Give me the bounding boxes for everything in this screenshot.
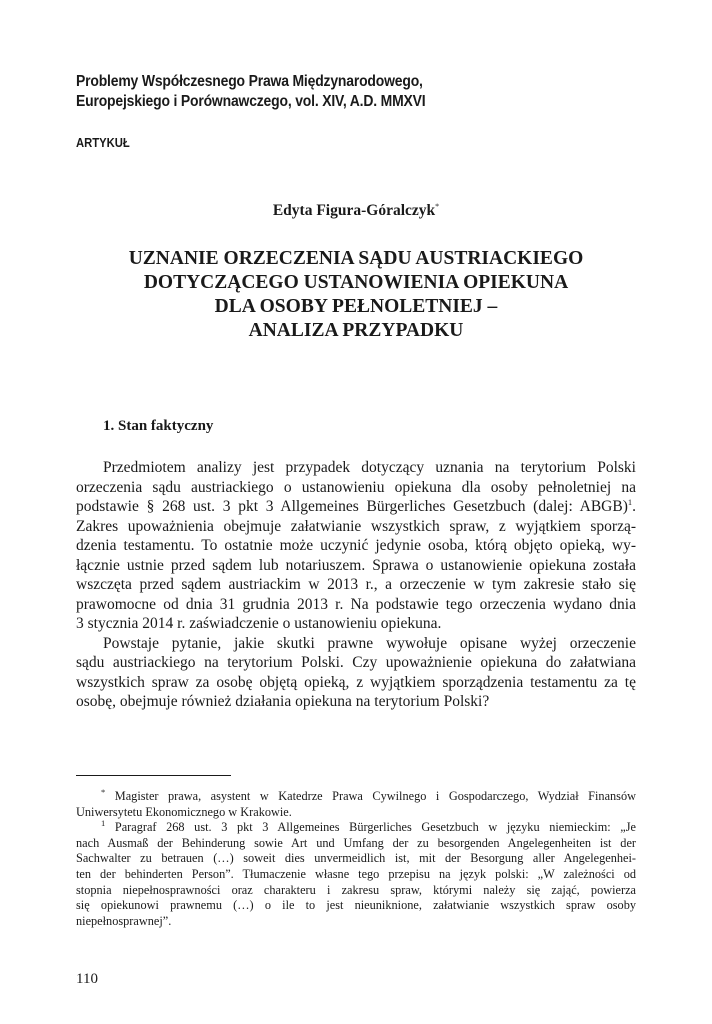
footnote-line: niepełnosprawnej”. [76,913,172,928]
footnote-line [76,786,636,805]
title-line-1: UZNANIE ORZECZENIA SĄDU AUSTRIACKIEGO [128,248,584,269]
text-segment: . [632,498,636,515]
text-line: wszystkich spraw za osobę objętą opieką, z wyjątkiem sporządzenia testamentu za tę [76,673,636,691]
title-line-3: DLA OSOBY PEŁNOLETNIEJ – [214,296,498,317]
text-line: prawomocne od dnia 31 grudnia 2013 r. Na podstawie tego orzeczenia wydano dnia [76,595,636,613]
text-line: Przedmiotem analizy jest przypadek dotyczący uznania na terytorium Polski [103,459,636,476]
footnote-line: stopnia niepełnosprawności oraz charakteru i zakresu spraw, którymi należy się zająć, powierza [76,882,636,897]
footnote-text: Paragraf 268 ust. 3 pkt 3 Allgemeines Bürgerliches Gesetzbuch w języku niemieckim: „Je [105,820,636,835]
journal-header [76,72,580,112]
article-title [76,247,636,343]
footnote-divider [76,775,231,776]
footnote-mark-1: 1 [101,818,106,829]
footnote-line: Sachwalter zu betrauen (…) soweit dies unvermeidlich ist, mit der Besorgung aller Angelegenhei- [76,851,636,866]
footnote-line: Uniwersytetu Ekonomicznego w Krakowie. [76,804,292,819]
author-name: Edyta Figura-Góralczyk [272,202,436,220]
paragraph-2 [76,634,636,712]
text-segment: podstawie § 268 ust. 3 pkt 3 Allgemeines Bürgerliches Gesetzbuch (dalej: ABGB) [76,498,628,515]
text-line [76,497,636,517]
text-line: orzeczenia sądu austriackiego o ustanowieniu opiekuna dla osoby pełnoletniej na [76,478,636,496]
paragraph-1 [76,458,636,634]
footnote-line [76,820,636,836]
journal-title-line-2: Europejskiego i Porównawczego, vol. XIV, A.D. MMXVI [76,93,426,110]
text-line: łącznie ustnie przed sądem lub notariuszem. Sprawa o ustanowienie opiekuna została [76,556,636,574]
text-line: 3 stycznia 2014 r. zaświadczenie o ustanowieniu opiekuna. [76,615,442,632]
page-number: 110 [76,971,98,987]
text-line: osobę, obejmuje również działania opiekuna na terytorium Polski? [76,693,490,710]
text-line: sądu austriackiego na terytorium Polski. Czy upoważnienie opiekuna do załatwiana [76,654,636,671]
text-line: wszczęta przed sądem austriackim w 2013 r., a orzeczenie w tym zakresie stało się [76,576,636,593]
text-line: Powstaje pytanie, jakie skutki prawne wywołuje opisane wyżej orzeczenie [103,634,636,652]
footnote-author [76,786,636,820]
section-heading: 1. Stan faktyczny [103,418,214,434]
text-line: dzenia testamentu. To ostatnie może uczynić jedynie osoba, którą objęto opieką, wy- [76,537,636,554]
author-footnote-mark: * [435,202,440,211]
article-type-label: ARTYKUŁ [76,136,130,150]
footnotes [76,786,636,929]
text-line: Zakres upoważnienia obejmuje załatwianie wszystkich spraw, z wyjątkiem sporzą- [76,517,636,535]
footnote-text: Magister prawa, asystent w Katedrze Prawa Cywilnego i Gospodarczego, Wydział Finansów [105,789,636,803]
author-line [0,202,712,220]
title-line-4: ANALIZA PRZYPADKU [248,320,464,341]
footnote-line: się opiekunowi prawnemu (…) o ile to jest nieuniknione, załatwianie wszystkich spraw osoby [76,898,636,913]
footnote-mark-star: * [101,786,106,797]
journal-title-line-1: Problemy Współczesnego Prawa Międzynarodowego, [76,73,423,90]
title-line-2: DOTYCZĄCEGO USTANOWIENIA OPIEKUNA [143,272,569,293]
body-text [76,458,636,712]
footnote-line: ten der behinderten Person”. Tłumaczenie własne tego przepisu na język polski: „W zależności od [76,866,636,881]
footnote-1 [76,820,636,929]
footnote-ref-1[interactable]: 1 [627,496,633,507]
footnote-line: nach Ausmaß der Behinderung sowie Art und Umfang der zu besorgenden Angelegenheiten ist der [76,835,636,850]
